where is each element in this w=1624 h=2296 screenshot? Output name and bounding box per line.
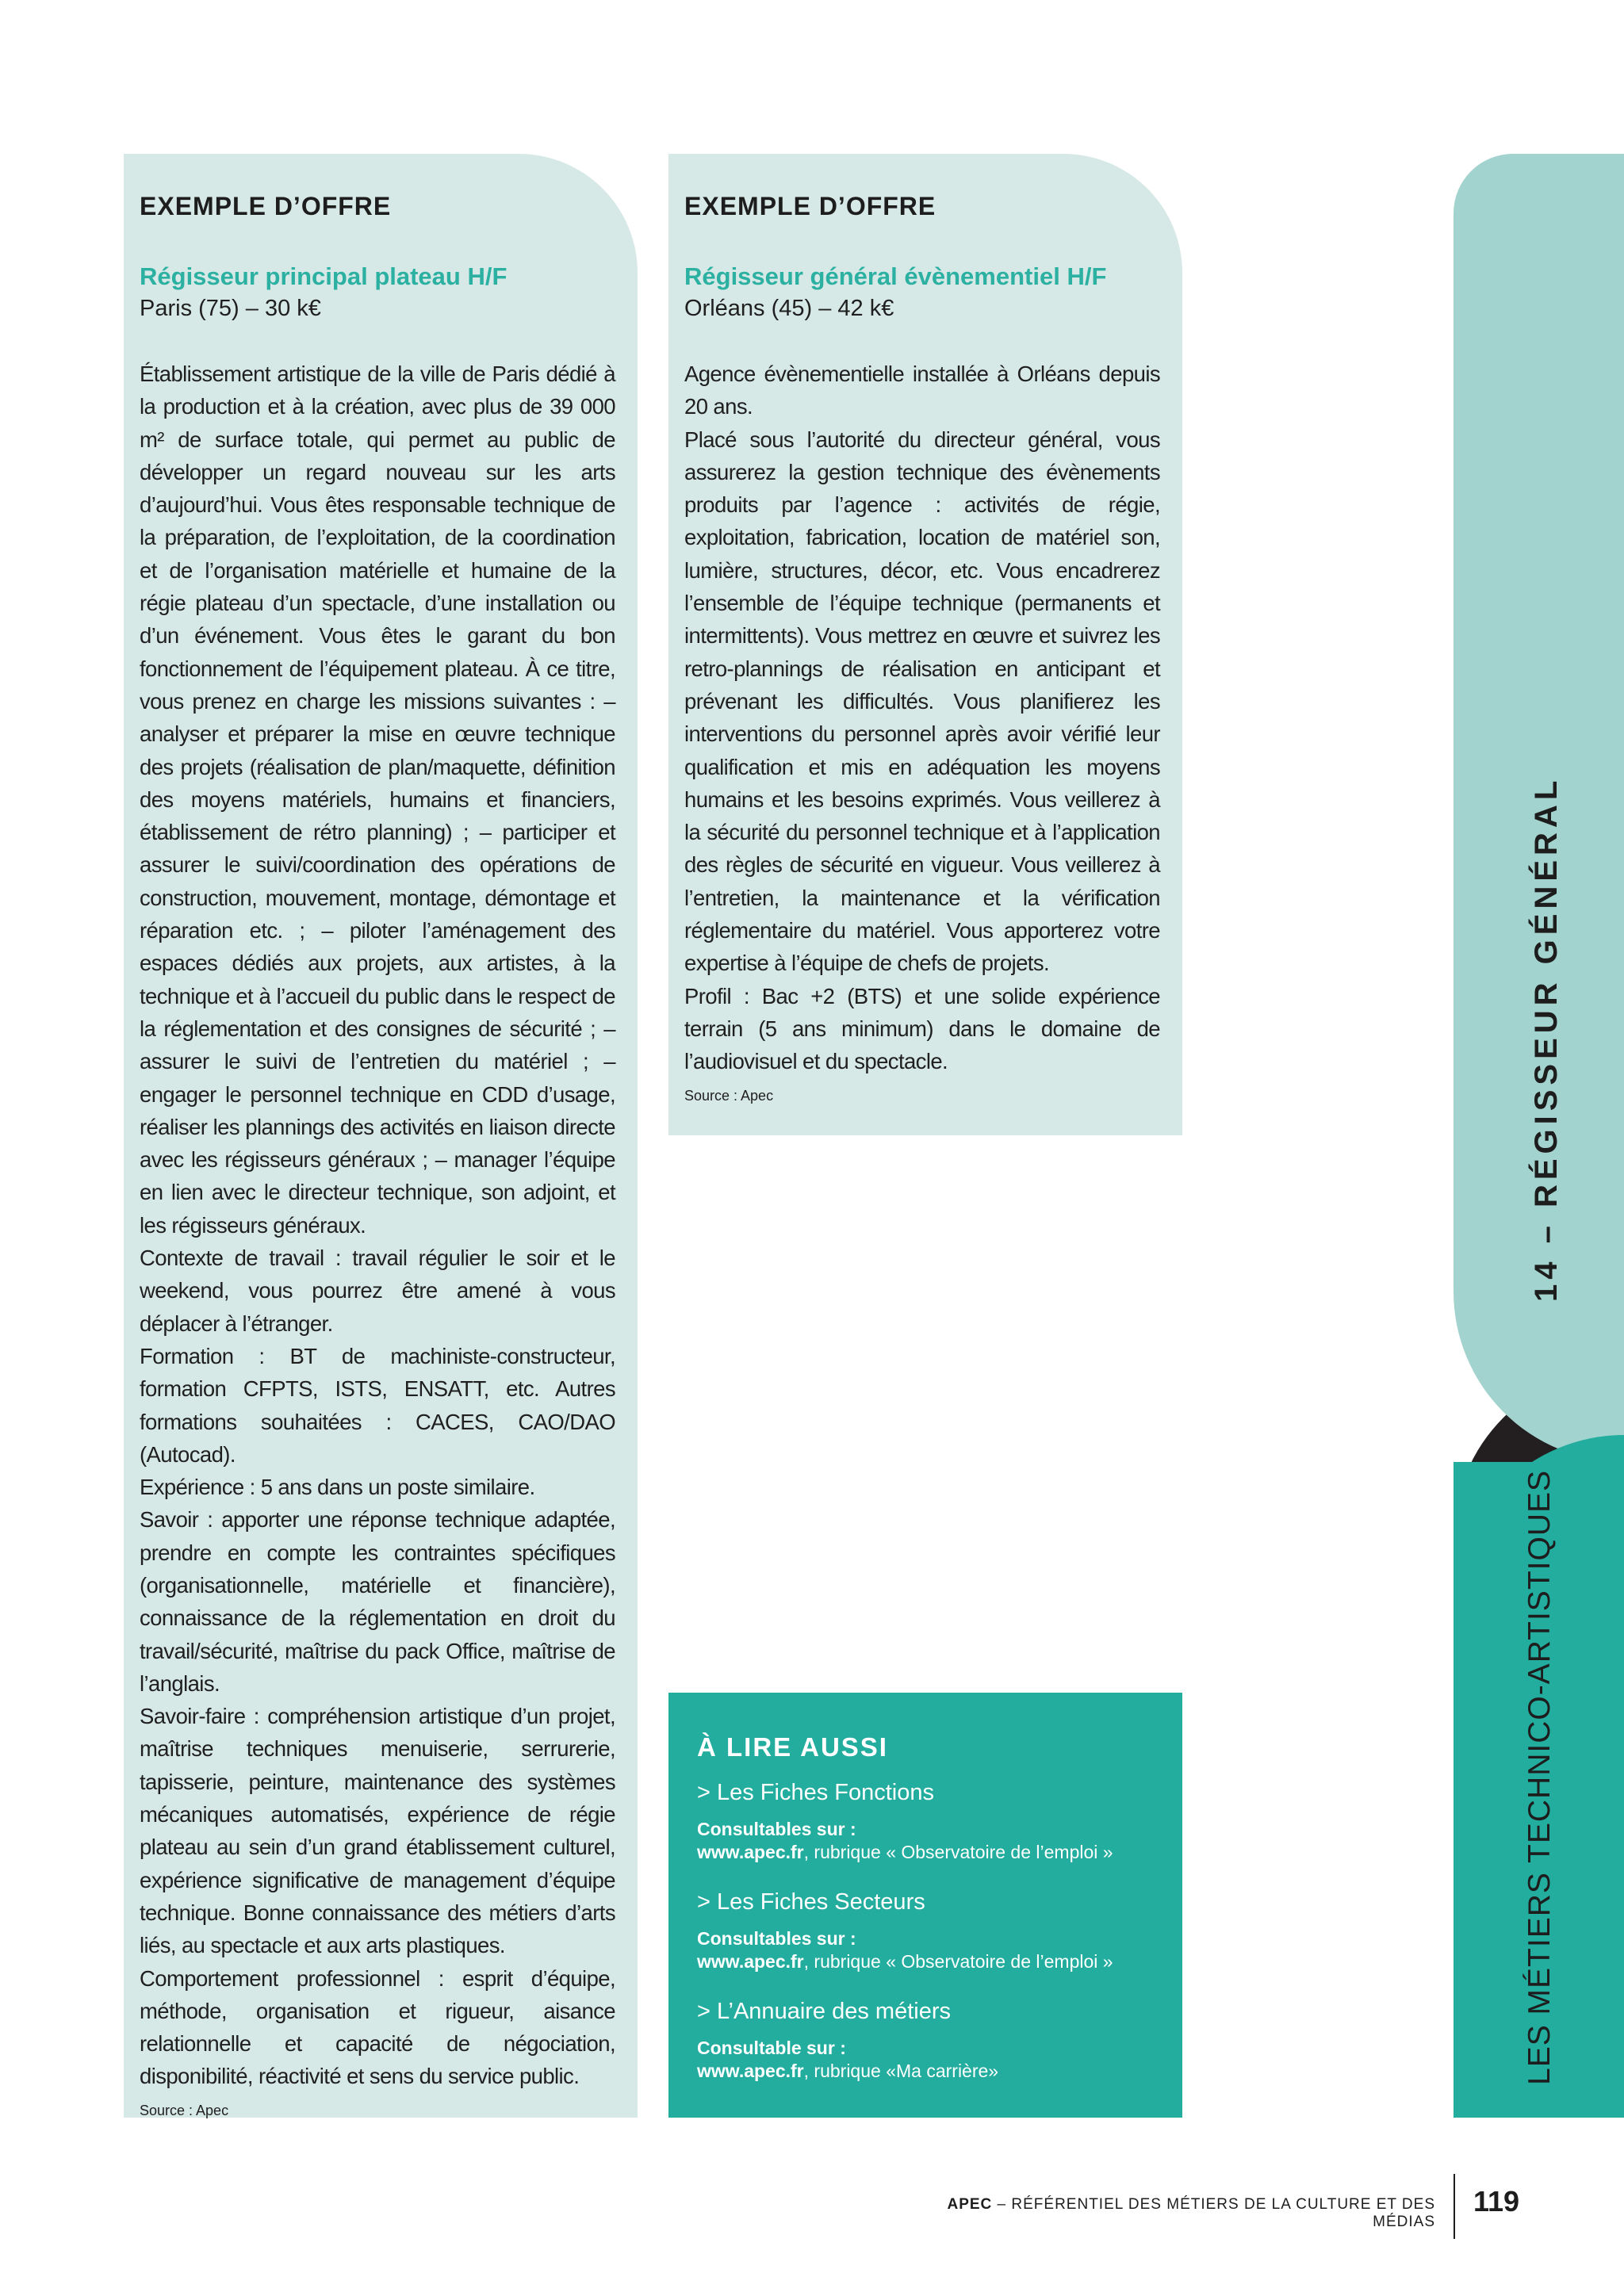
url-rubric: , rubrique «Ma carrière» bbox=[803, 2061, 999, 2081]
offer-paragraph: Expérience : 5 ans dans un poste similaire. bbox=[140, 1475, 535, 1500]
offer-paragraph: Profil : Bac +2 (BTS) et une solide expérience terrain (5 ans minimum) dans le domaine de l’audiovisuel et du spectacle. bbox=[684, 983, 1160, 1074]
offer-paragraph: Formation : BT de machiniste-constructeur, formation CFPTS, ISTS, ENSATT, etc. Autres formations souhaitées : CACES, CAO/DAO (Autocad). bbox=[140, 1343, 615, 1467]
consult-url bbox=[697, 1840, 1166, 1864]
job-title: Régisseur général évènementiel H/F bbox=[684, 262, 1107, 290]
source-note: Source : Apec bbox=[140, 2102, 229, 2118]
read-also-box bbox=[668, 1693, 1182, 2118]
offer-card-right bbox=[668, 154, 1182, 1135]
footer-brand: APEC bbox=[947, 2196, 993, 2213]
url-link[interactable]: www.apec.fr bbox=[697, 1842, 804, 1862]
read-also-heading: À LIRE AUSSI bbox=[697, 1732, 888, 1762]
job-location: Orléans (45) – 42 k€ bbox=[684, 296, 894, 321]
consult-label: Consultables sur : bbox=[697, 1819, 856, 1839]
offer-paragraph: Comportement professionnel : esprit d’équipe, méthode, organisation et rigueur, aisance relationnelle et capacité de négociation, disponibilité, réactivité et sens du service public. bbox=[140, 1965, 615, 2089]
chapter-label: 14 – RÉGISSEUR GÉNÉRAL bbox=[1529, 775, 1564, 1302]
footer-text bbox=[896, 2196, 1435, 2231]
offer-card-left bbox=[124, 154, 638, 2118]
offer-paragraph: Savoir : apporter une réponse technique adaptée, prendre en compte les contraintes spécifiques (organisationnelle, matérielle et financière), connaissance de la réglementation en droit du travail/sécurité, maîtrise du pack Office, maîtrise de l’anglais. bbox=[140, 1507, 615, 1696]
offer-body bbox=[684, 358, 1160, 1078]
offer-paragraph: Agence évènementielle installée à Orléans depuis 20 ans. bbox=[684, 362, 1160, 419]
footer-divider bbox=[1454, 2174, 1455, 2239]
consult-label: Consultables sur : bbox=[697, 1928, 856, 1949]
url-rubric: , rubrique « Observatoire de l’emploi » bbox=[803, 1842, 1113, 1862]
job-location: Paris (75) – 30 k€ bbox=[140, 296, 321, 321]
url-link[interactable]: www.apec.fr bbox=[697, 2061, 804, 2081]
offer-heading: EXEMPLE D’OFFRE bbox=[684, 192, 936, 220]
read-also-link[interactable]: > L’Annuaire des métiers bbox=[697, 1999, 951, 2024]
consult-url bbox=[697, 2059, 1166, 2083]
source-note: Source : Apec bbox=[684, 1087, 774, 1104]
consult-label: Consultable sur : bbox=[697, 2038, 846, 2058]
read-also-link[interactable]: > Les Fiches Fonctions bbox=[697, 1780, 935, 1805]
url-rubric: , rubrique « Observatoire de l’emploi » bbox=[803, 1951, 1113, 1972]
consult-url bbox=[697, 1950, 1166, 1973]
offer-heading: EXEMPLE D’OFFRE bbox=[140, 192, 392, 220]
offer-paragraph: Placé sous l’autorité du directeur général, vous assurerez la gestion technique des évènements produits par l’agence : activités de régie, exploitation, fabrication, location de matériel son, lumière, structures, décor, etc. Vous encadrerez l’ensemble de l’équipe technique (permanents et intermittents). Vous mettrez en œuvre et suivrez les retro-plannings de réalisation en anticipant et prévenant les difficultés. Vous planifierez les interventions du personnel après avoir vérifié leur qualification et mis en adéquation les moyens humains et les besoins exprimés. Vous veillerez à la sécurité du personnel technique et à l’application des règles de sécurité en vigueur. Vous veillerez à l’entretien, la maintenance et la vérification réglementaire du matériel. Vous apporterez votre expertise à l’équipe de chefs de projets. bbox=[684, 427, 1160, 976]
footer-title: – RÉFÉRENTIEL DES MÉTIERS DE LA CULTURE ET DES MÉDIAS bbox=[992, 2196, 1435, 2230]
offer-paragraph: Savoir-faire : compréhension artistique d’un projet, maîtrise techniques menuiserie, serrurerie, tapisserie, peinture, maintenance des systèmes mécaniques automatisés, expérience de régie plateau au sein d’un grand établissement culturel, expérience significative de management d’équipe technique. Bonne connaissance des métiers d’arts liés, au spectacle et aux arts plastiques. bbox=[140, 1704, 615, 1958]
page-number: 119 bbox=[1473, 2185, 1520, 2218]
offer-body bbox=[140, 358, 615, 2093]
section-label: LES MÉTIERS TECHNICO-ARTISTIQUES bbox=[1522, 1469, 1557, 2085]
url-link[interactable]: www.apec.fr bbox=[697, 1951, 804, 1972]
offer-paragraph: Établissement artistique de la ville de Paris dédié à la production et à la création, avec plus de 39 000 m² de surface totale, qui permet au public de développer un regard nouveau sur les arts d’aujourd’hui. Vous êtes responsable technique de la préparation, de l’exploitation, de la coordination et de l’organisation matérielle et humaine de la régie plateau d’un spectacle, d’une installation ou d’un événement. Vous êtes le garant du bon fonctionnement de l’équipement plateau. À ce titre, vous prenez en charge les missions suivantes : – analyser et préparer la mise en œuvre technique des projets (réalisation de plan/maquette, définition des moyens matériels, humains et financiers, établissement de rétro planning) ; – participer et assurer le suivi/coordination des opérations de construction, mouvement, montage, démontage et réparation etc. ; – piloter l’aménagement des espaces dédiés aux projets, aux artistes, à la technique et à l’accueil du public dans le respect de la réglementation et des consignes de sécurité ; – assurer le suivi de l’entretien du matériel ; – engager le personnel technique en CDD d’usage, réaliser les plannings des activités en liaison directe avec les régisseurs généraux ; – manager l’équipe en lien avec le directeur technique, son adjoint, et les régisseurs généraux. bbox=[140, 362, 615, 1238]
job-title: Régisseur principal plateau H/F bbox=[140, 262, 508, 290]
read-also-link[interactable]: > Les Fiches Secteurs bbox=[697, 1889, 925, 1915]
offer-paragraph: Contexte de travail : travail régulier le soir et le weekend, vous pourrez être amené à vous déplacer à l’étranger. bbox=[140, 1246, 615, 1336]
